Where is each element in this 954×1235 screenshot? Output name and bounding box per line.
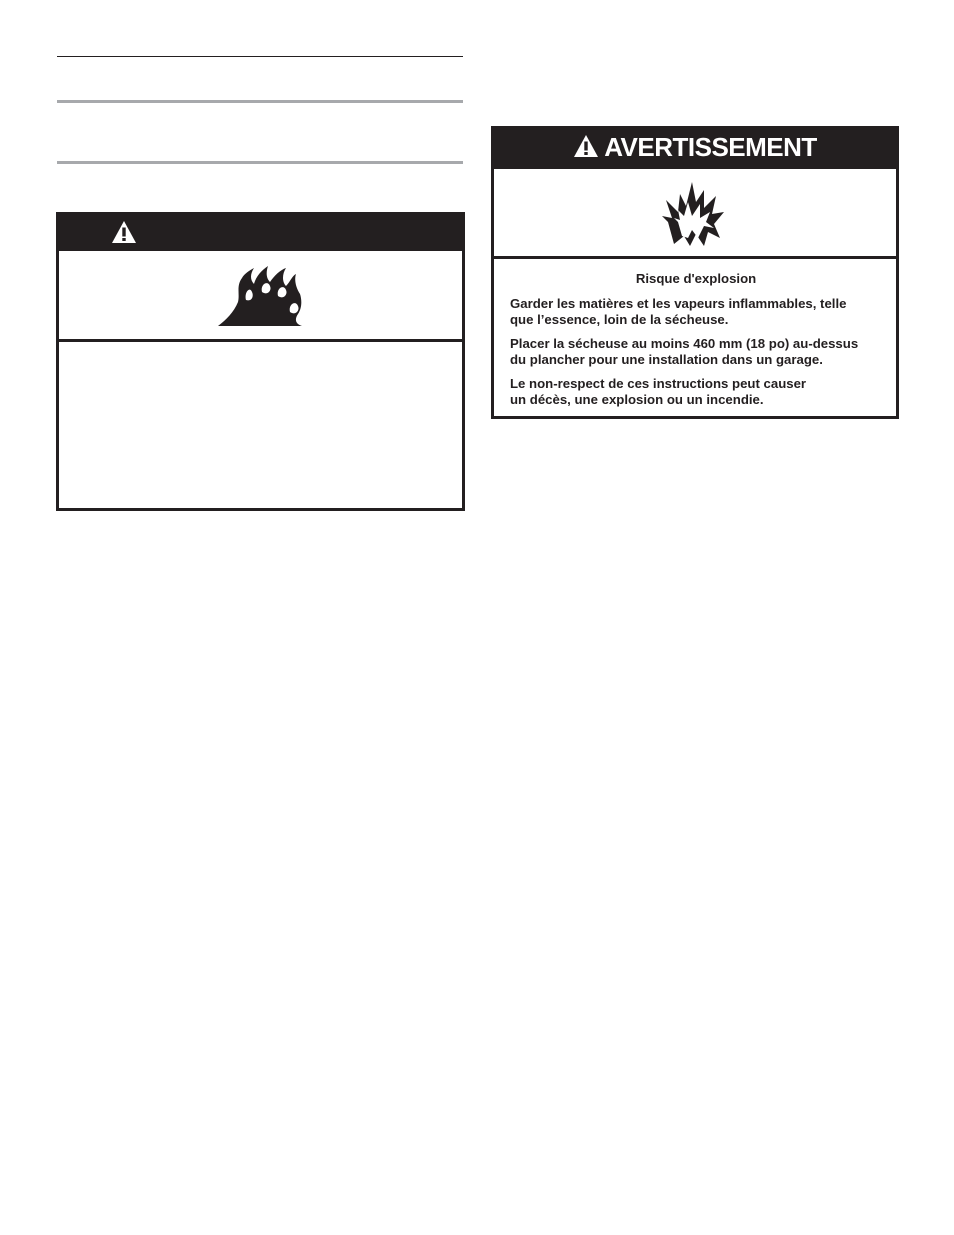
paragraph-line: un décès, une explosion ou un incendie. [510,392,764,407]
warning-paragraph-1 [510,296,882,329]
fire-warning-body [59,342,462,508]
warning-subtitle: Risque d'explosion [635,271,757,286]
explosion-warning-box [491,126,899,419]
section-rule-top [57,56,463,57]
paragraph-line: Placer la sécheuse au moins 460 mm (18 po) au-dessus [510,335,859,351]
warning-paragraph-3 [510,376,882,409]
paragraph-line: que l’essence, loin de la sécheuse. [510,312,729,327]
explosion-icon [662,176,726,248]
paragraph-line: Le non-respect de ces instructions peut causer [510,375,807,391]
fire-warning-box [56,212,465,511]
explosion-warning-body [494,259,896,409]
fire-warning-header [59,215,462,251]
explosion-pictogram-area [494,166,896,259]
section-rule-gray-2 [57,161,463,164]
paragraph-line: Garder les matières et les vapeurs inflammables, telle [510,295,847,311]
fire-icon [216,262,306,328]
warning-title: AVERTISSEMENT [604,132,817,162]
explosion-warning-header [494,129,896,166]
warning-paragraph-2 [510,336,882,369]
warning-triangle-icon [573,134,599,163]
paragraph-line: du plancher pour une installation dans un garage. [510,352,823,367]
section-rule-gray-1 [57,100,463,103]
fire-pictogram-area [59,251,462,342]
warning-triangle-icon [111,220,137,249]
